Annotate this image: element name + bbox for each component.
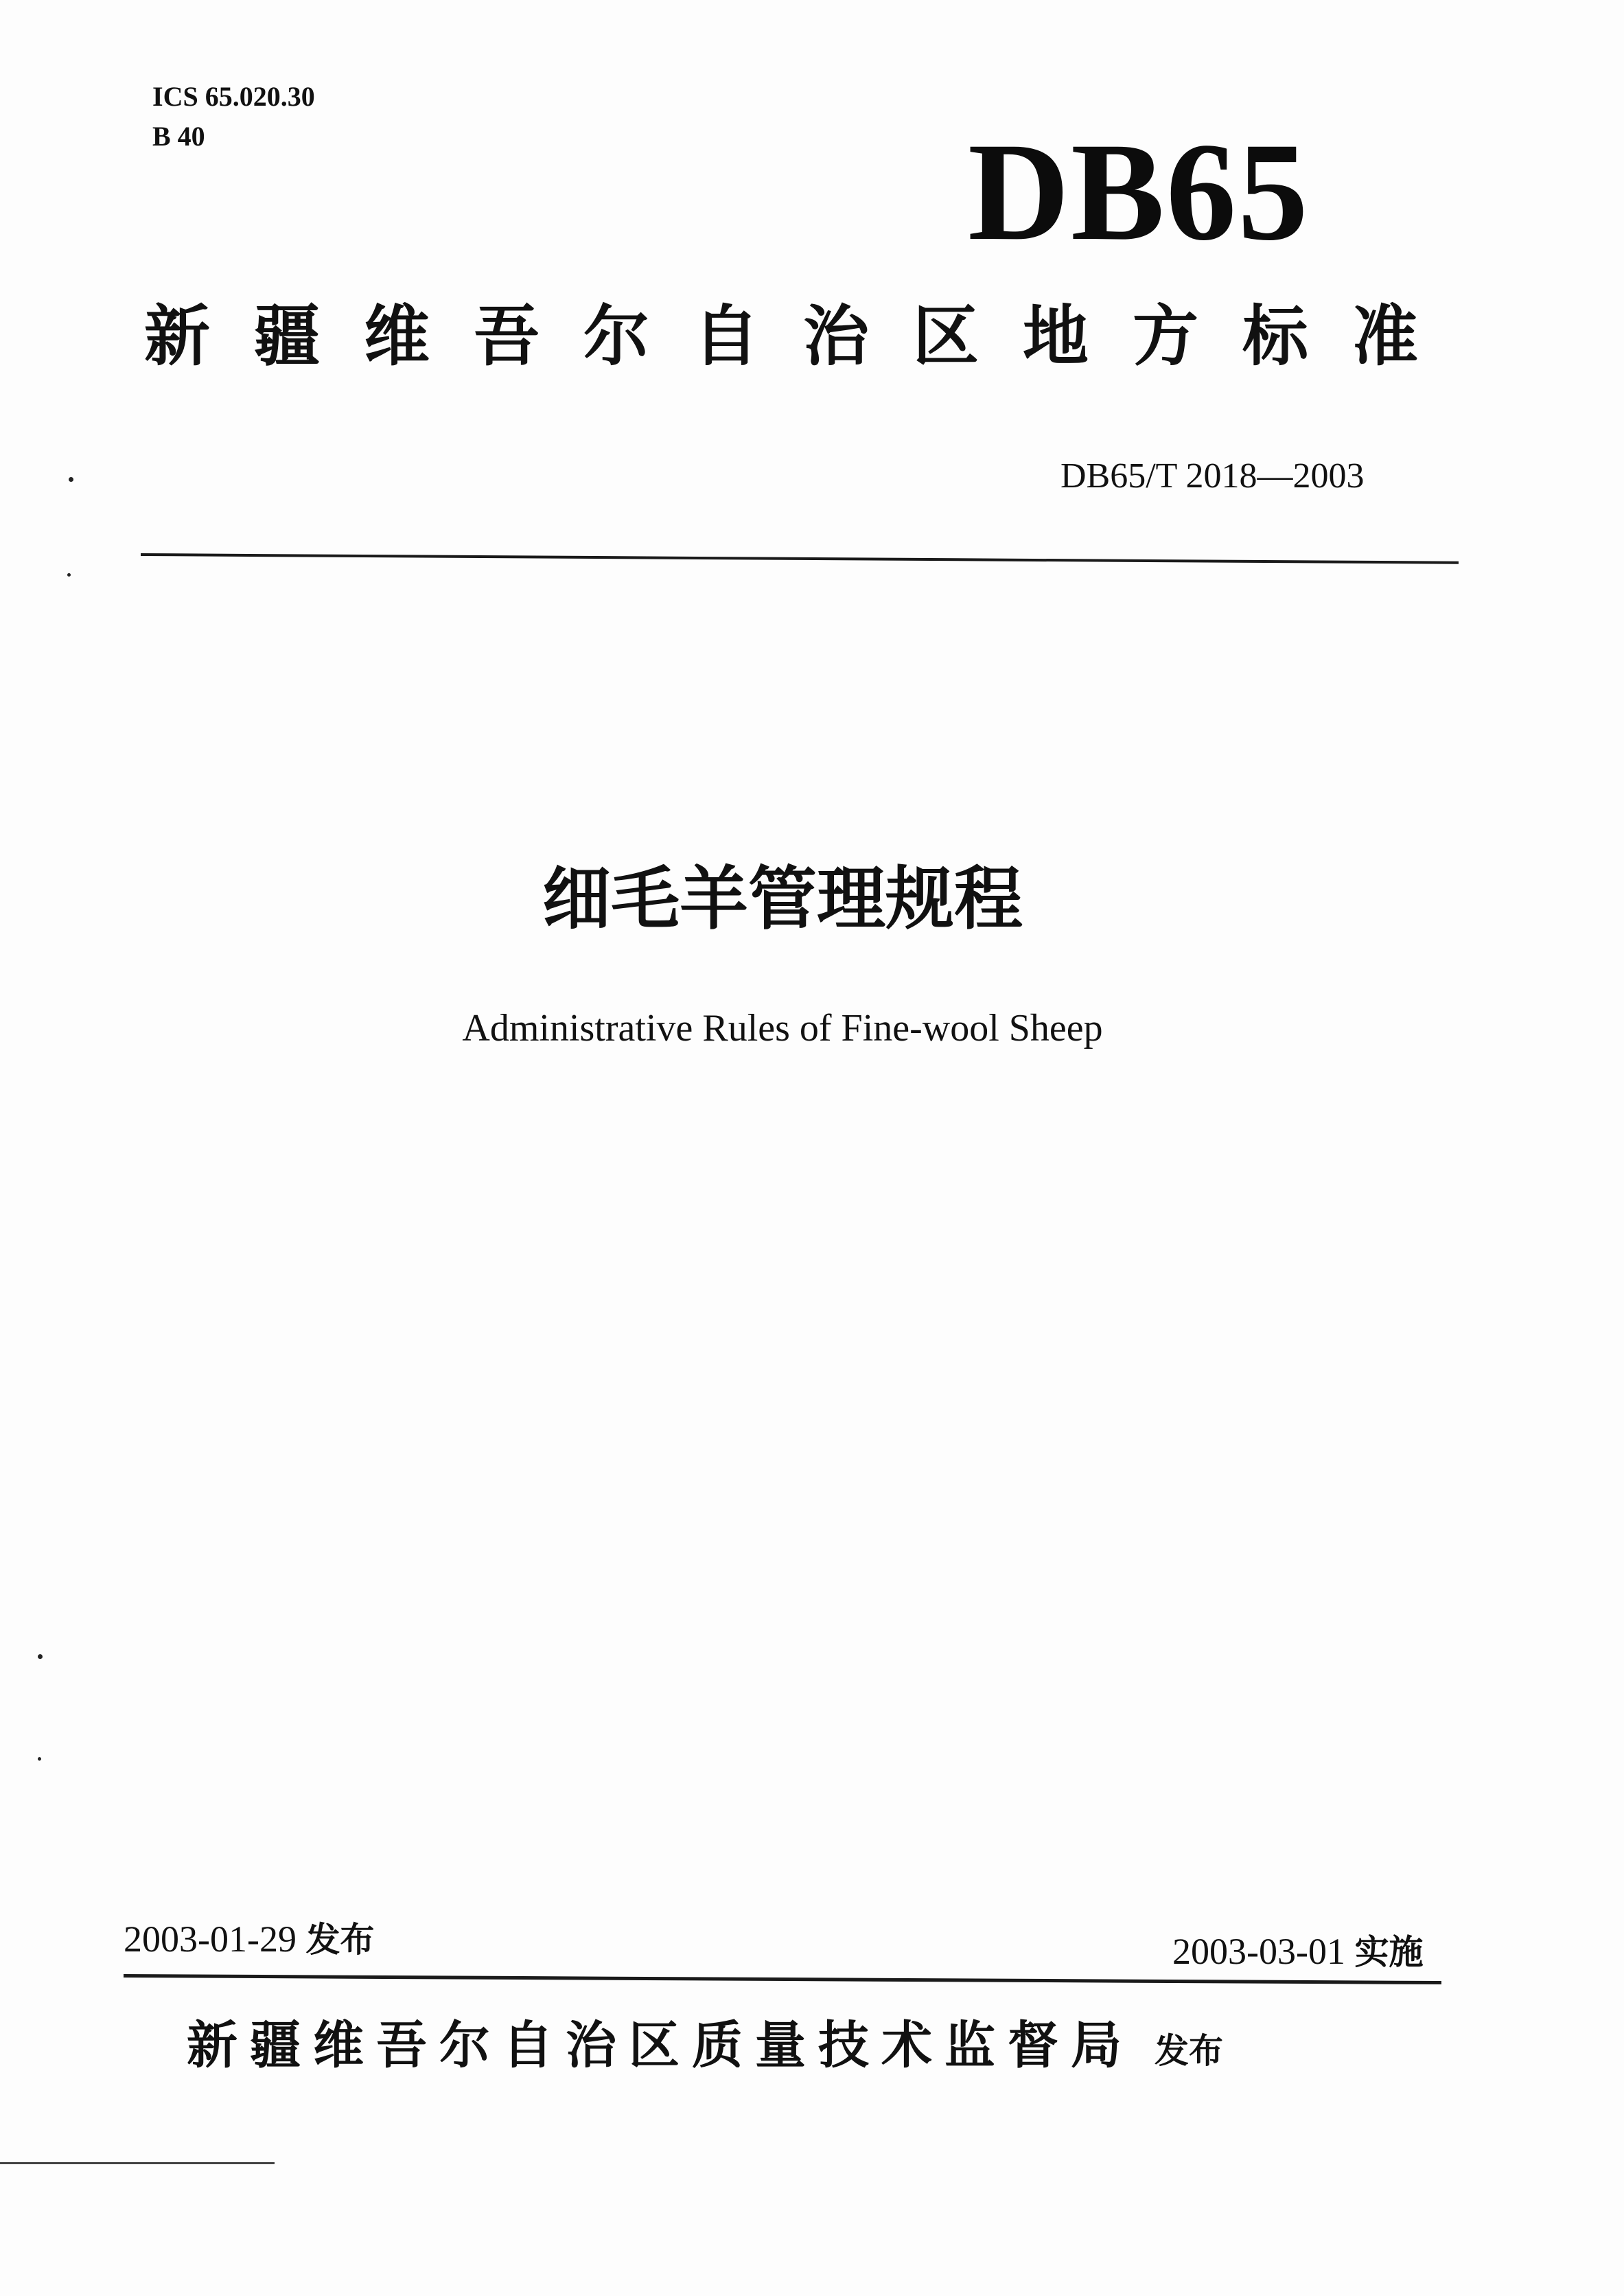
footer-line: [0, 2162, 275, 2164]
implementation-date: [1172, 1927, 1423, 1976]
issuing-authority-name: 新疆维吾尔自治区质量技术监督局: [187, 2016, 1134, 2075]
document-title-chinese: 细毛羊管理规程: [542, 859, 1023, 939]
document-title-english: Administrative Rules of Fine-wool Sheep: [462, 1007, 1103, 1050]
top-divider-line: [141, 553, 1459, 564]
classification-codes: [152, 77, 315, 156]
issue-date: [124, 1915, 374, 1964]
implementation-date-label: 实施: [1354, 1932, 1424, 1972]
standard-number: DB65/T 2018—2003: [1060, 456, 1365, 496]
scan-speck: [67, 573, 71, 577]
issue-date-label: 发布: [305, 1920, 375, 1960]
ccs-code: B 40: [152, 121, 205, 152]
scan-speck: [38, 1654, 43, 1659]
scan-speck: [69, 477, 73, 482]
scan-speck: [38, 1757, 41, 1761]
issuing-authority: [187, 2011, 1223, 2085]
implementation-date-value: 2003-03-01: [1172, 1931, 1345, 1972]
standard-type-heading: 新疆维吾尔自治区地方标准: [144, 298, 1462, 375]
issuing-authority-label: 发布: [1155, 2031, 1223, 2071]
ics-code: ICS 65.020.30: [152, 81, 315, 112]
db65-logo: DB65: [968, 114, 1310, 270]
issue-date-value: 2003-01-29: [124, 1918, 297, 1960]
